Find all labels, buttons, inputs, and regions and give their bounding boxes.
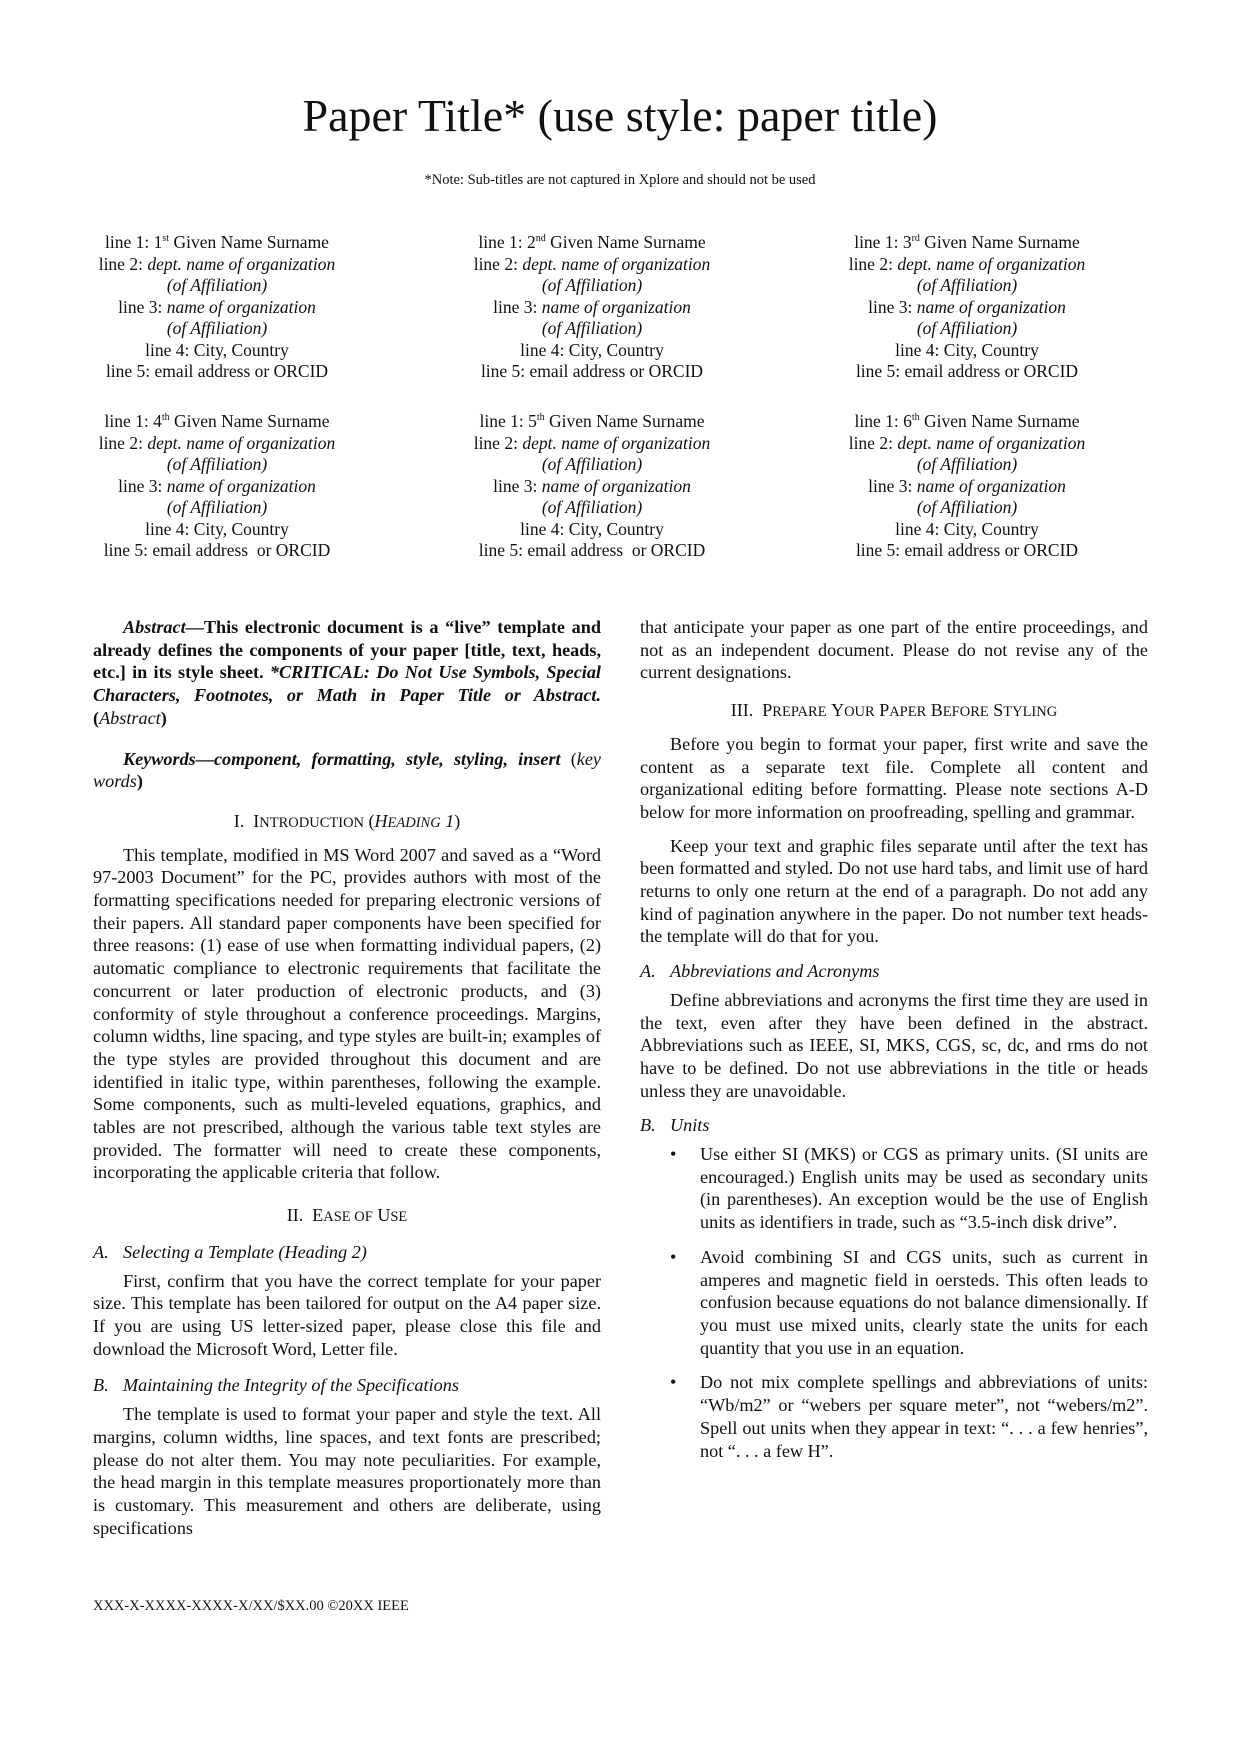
subheading-abbreviations: A. Abbreviations and Acronyms: [640, 961, 880, 982]
right-column: [640, 616, 1148, 1474]
integrity-paragraph-continued: that anticipate your paper as one part of the entire proceedings, and not as an independent document. Please do not revise any of the current designations.: [640, 617, 1148, 683]
prepare-paragraph-1: Before you begin to format your paper, first write and save the content as a separate text file. Complete all content and organizational editing before formatting. Please note sections A-D below for more information on proofreading, spelling and grammar.: [640, 733, 1148, 822]
paper-title: Paper Title* (use style: paper title): [302, 90, 938, 141]
subheading-selecting-template: A. Selecting a Template (Heading 2): [93, 1241, 367, 1262]
subtitle-note: *Note: Sub-titles are not captured in Xplore and should not be used: [424, 172, 816, 188]
list-item: • Avoid combining SI and CGS units, such as current in amperes and magnetic field in oersteds. This often leads to confusion because equations do not balance dimensionally. If you must use mixed units, clearly state the units for each quantity that you use in an equation.: [670, 1246, 1148, 1358]
units-bullet-list: [640, 1143, 1148, 1462]
abstract: Abstract—This electronic document is a “live” template and already defines the components of your paper [title, text, heads, etc.] in its style sheet. *CRITICAL: Do Not Use Symbols, Special Characters, Footnotes, or Math in Paper Title or Abstract. (Abstract): [93, 617, 601, 728]
intro-paragraph: This template, modified in MS Word 2007 and saved as a “Word 97-2003 Document” for the PC, provides authors with most of the formatting specifications needed for preparing electronic versions of their papers. All standard paper components have been specified for three reasons: (1) ease of use when formatting individual papers, (2) automatic compliance to electronic requirements that facilitate the concurrent or later production of electronic products, and (3) conformity of style throughout a conference proceedings. Margins, column widths, line spacing, and type styles are built-in; examples of the type styles are provided throughout this document and are identified in italic type, within parentheses, following the example. Some components, such as multi-leveled equations, graphics, and tables are not prescribed, although the various table text styles are provided. The formatter will need to create these components, incorporating the applicable criteria that follow.: [93, 844, 601, 1183]
subheading-integrity: B. Maintaining the Integrity of the Specifications: [93, 1375, 459, 1396]
author-block-6: line 1: 6th Given Name Surname line 2: dept. name of organization (of Affiliation) line 3: name of organization (of Affiliation) line 4: City, Country line 5: email address or ORCID: [848, 411, 1086, 560]
bullet-icon: •: [670, 1372, 677, 1393]
integrity-paragraph: The template is used to format your paper and style the text. All margins, column widths, line spaces, and text fonts are prescribed; please do not alter them. You may note peculiarities. For example, the head margin in this template measures proportionately more than is customary. This measurement and others are deliberate, using specifications: [93, 1404, 601, 1538]
selecting-template-paragraph: First, confirm that you have the correct template for your paper size. This template has been tailored for output on the A4 paper size. If you are using US letter-sized paper, please close this file and download the Microsoft Word, Letter file.: [93, 1270, 601, 1359]
author-block-3: line 1: 3rd Given Name Surname line 2: dept. name of organization (of Affiliation) line 3: name of organization (of Affiliation) line 4: City, Country line 5: email address or ORCID: [848, 232, 1086, 381]
author-block-5: line 1: 5th Given Name Surname line 2: dept. name of organization (of Affiliation) line 3: name of organization (of Affiliation) line 4: City, Country line 5: email address or ORCID: [473, 411, 711, 560]
author-block-4: line 1: 4th Given Name Surname line 2: dept. name of organization (of Affiliation) line 3: name of organization (of Affiliation) line 4: City, Country line 5: email address or ORCID: [98, 411, 336, 560]
list-item: • Do not mix complete spellings and abbreviations of units: “Wb/m2” or “webers per square meter”, not “webers/m2”. Spell out units when they appear in text: “. . . a few henries”, not “. . . a few H”.: [670, 1372, 1148, 1461]
left-column: [93, 616, 601, 1539]
section-heading-ease-of-use: II. EASE OF USE: [286, 1205, 408, 1226]
keywords: Keywords—component, formatting, style, styling, insert (key words): [93, 748, 601, 792]
copyright-footer: XXX-X-XXXX-XXXX-X/XX/$XX.00 ©20XX IEEE: [93, 1598, 409, 1614]
author-block-1: line 1: 1st Given Name Surname line 2: dept. name of organization (of Affiliation) line 3: name of organization (of Affiliation) line 4: City, Country line 5: email address or ORCID: [98, 232, 336, 381]
abbreviations-paragraph: Define abbreviations and acronyms the first time they are used in the text, even after they have been defined in the abstract. Abbreviations such as IEEE, SI, MKS, CGS, sc, dc, and rms do not have to be defined. Do not use abbreviations in the title or heads unless they are unavoidable.: [640, 989, 1148, 1101]
section-heading-introduction: I. INTRODUCTION (HEADING 1): [233, 810, 461, 831]
bullet-icon: •: [670, 1144, 677, 1165]
prepare-paragraph-2: Keep your text and graphic files separate until after the text has been formatted and styled. Do not use hard tabs, and limit use of hard returns to only one return at the end of a paragraph. Do not add any kind of pagination anywhere in the paper. Do not number text heads-the template will do that for you.: [640, 835, 1148, 947]
bullet-icon: •: [670, 1246, 677, 1267]
subheading-units: B. Units: [640, 1115, 710, 1136]
list-item: • Use either SI (MKS) or CGS as primary units. (SI units are encouraged.) English units may be used as secondary units (in parentheses). An exception would be the use of English units as identifiers in trade, such as “3.5-inch disk drive”.: [670, 1144, 1148, 1233]
section-heading-prepare: III. PREPARE YOUR PAPER BEFORE STYLING: [730, 700, 1058, 721]
author-block-2: line 1: 2nd Given Name Surname line 2: dept. name of organization (of Affiliation) line 3: name of organization (of Affiliation) line 4: City, Country line 5: email address or ORCID: [473, 232, 711, 381]
